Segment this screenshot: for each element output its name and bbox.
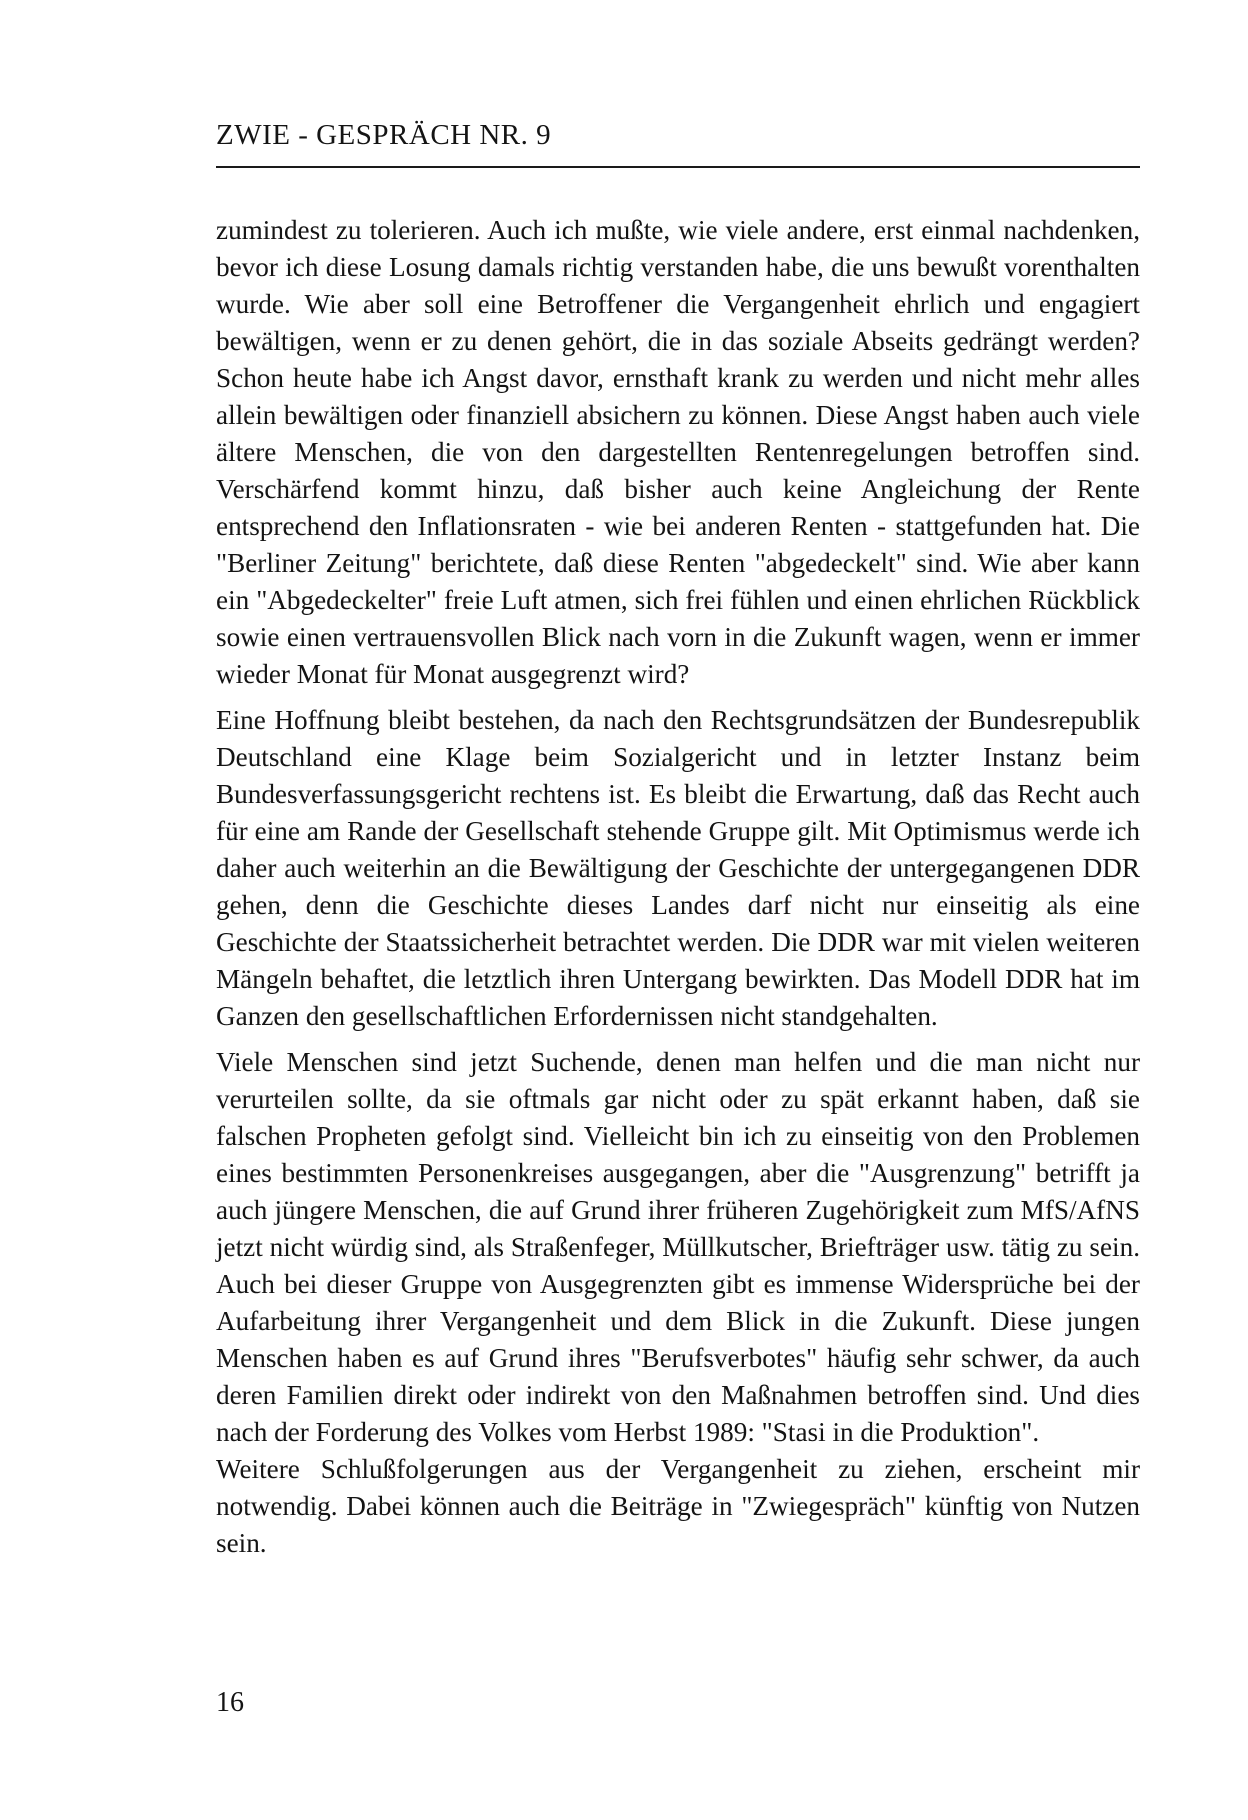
paragraph-2: Eine Hoffnung bleibt bestehen, da nach den Rechtsgrundsätzen der Bundesrepublik Deutschland eine Klage beim Sozialgericht und in letzter Instanz beim Bundesverfassungsgericht rechtens ist. Es bleibt die Erwartung, daß das Recht auch für eine am Rande der Gesellschaft stehende Gruppe gilt. Mit Optimismus werde ich daher auch weiterhin an die Bewältigung der Geschichte der untergegangenen DDR gehen, denn die Geschichte dieses Landes darf nicht nur einseitig als eine Geschichte der Staatssicherheit betrachtet werden. Die DDR war mit vielen weiteren Mängeln behaftet, die letztlich ihren Untergang bewirkten. Das Modell DDR hat im Ganzen den gesellschaftlichen Erfordernissen nicht standgehalten. (216, 705, 1140, 1031)
header-rule (216, 166, 1140, 168)
body-text (216, 212, 1140, 1562)
page-number: 16 (216, 1687, 244, 1718)
paragraph-1: zumindest zu tolerieren. Auch ich mußte, wie viele andere, erst einmal nachdenken, bevor ich diese Losung damals richtig verstanden habe, die uns bewußt vorenthalten wurde. Wie aber soll eine Betroffener die Vergangenheit ehrlich und engagiert bewältigen, wenn er zu denen gehört, die in das soziale Abseits gedrängt werden? Schon heute habe ich Angst davor, ernsthaft krank zu werden und nicht mehr alles allein bewältigen oder finanziell absichern zu können. Diese Angst haben auch viele ältere Menschen, die von den dargestellten Rentenregelungen betroffen sind. Verschärfend kommt hinzu, daß bisher auch keine Angleichung der Rente entsprechend den Inflationsraten - wie bei anderen Renten - stattgefunden hat. Die "Berliner Zeitung" berichtete, daß diese Renten "abgedeckelt" sind. Wie aber kann ein "Abgedeckelter" freie Luft atmen, sich frei fühlen und einen ehrlichen Rückblick sowie einen vertrauensvollen Blick nach vorn in die Zukunft wagen, wenn er immer wieder Monat für Monat ausgegrenzt wird? (216, 215, 1140, 689)
running-header: ZWIE - GESPRÄCH NR. 9 (216, 119, 552, 151)
paragraph-4: Weitere Schlußfolgerungen aus der Vergangenheit zu ziehen, erscheint mir notwendig. Dabei können auch die Beiträge in "Zwiegespräch" künftig von Nutzen sein. (216, 1454, 1140, 1558)
paragraph-3: Viele Menschen sind jetzt Suchende, denen man helfen und die man nicht nur verurteilen sollte, da sie oftmals gar nicht oder zu spät erkannt haben, daß sie falschen Propheten gefolgt sind. Vielleicht bin ich zu einseitig von den Problemen eines bestimmten Personenkreises ausgegangen, aber die "Ausgrenzung" betrifft ja auch jüngere Menschen, die auf Grund ihrer früheren Zugehörigkeit zum MfS/AfNS jetzt nicht würdig sind, als Straßenfeger, Müllkutscher, Briefträger usw. tätig zu sein. Auch bei dieser Gruppe von Ausgegrenzten gibt es immense Widersprüche bei der Aufarbeitung ihrer Vergangenheit und dem Blick in die Zukunft. Diese jungen Menschen haben es auf Grund ihres "Berufsverbotes" häufig sehr schwer, da auch deren Familien direkt oder indirekt von den Maßnahmen betroffen sind. Und dies nach der Forderung des Volkes vom Herbst 1989: "Stasi in die Produktion". (216, 1047, 1140, 1447)
